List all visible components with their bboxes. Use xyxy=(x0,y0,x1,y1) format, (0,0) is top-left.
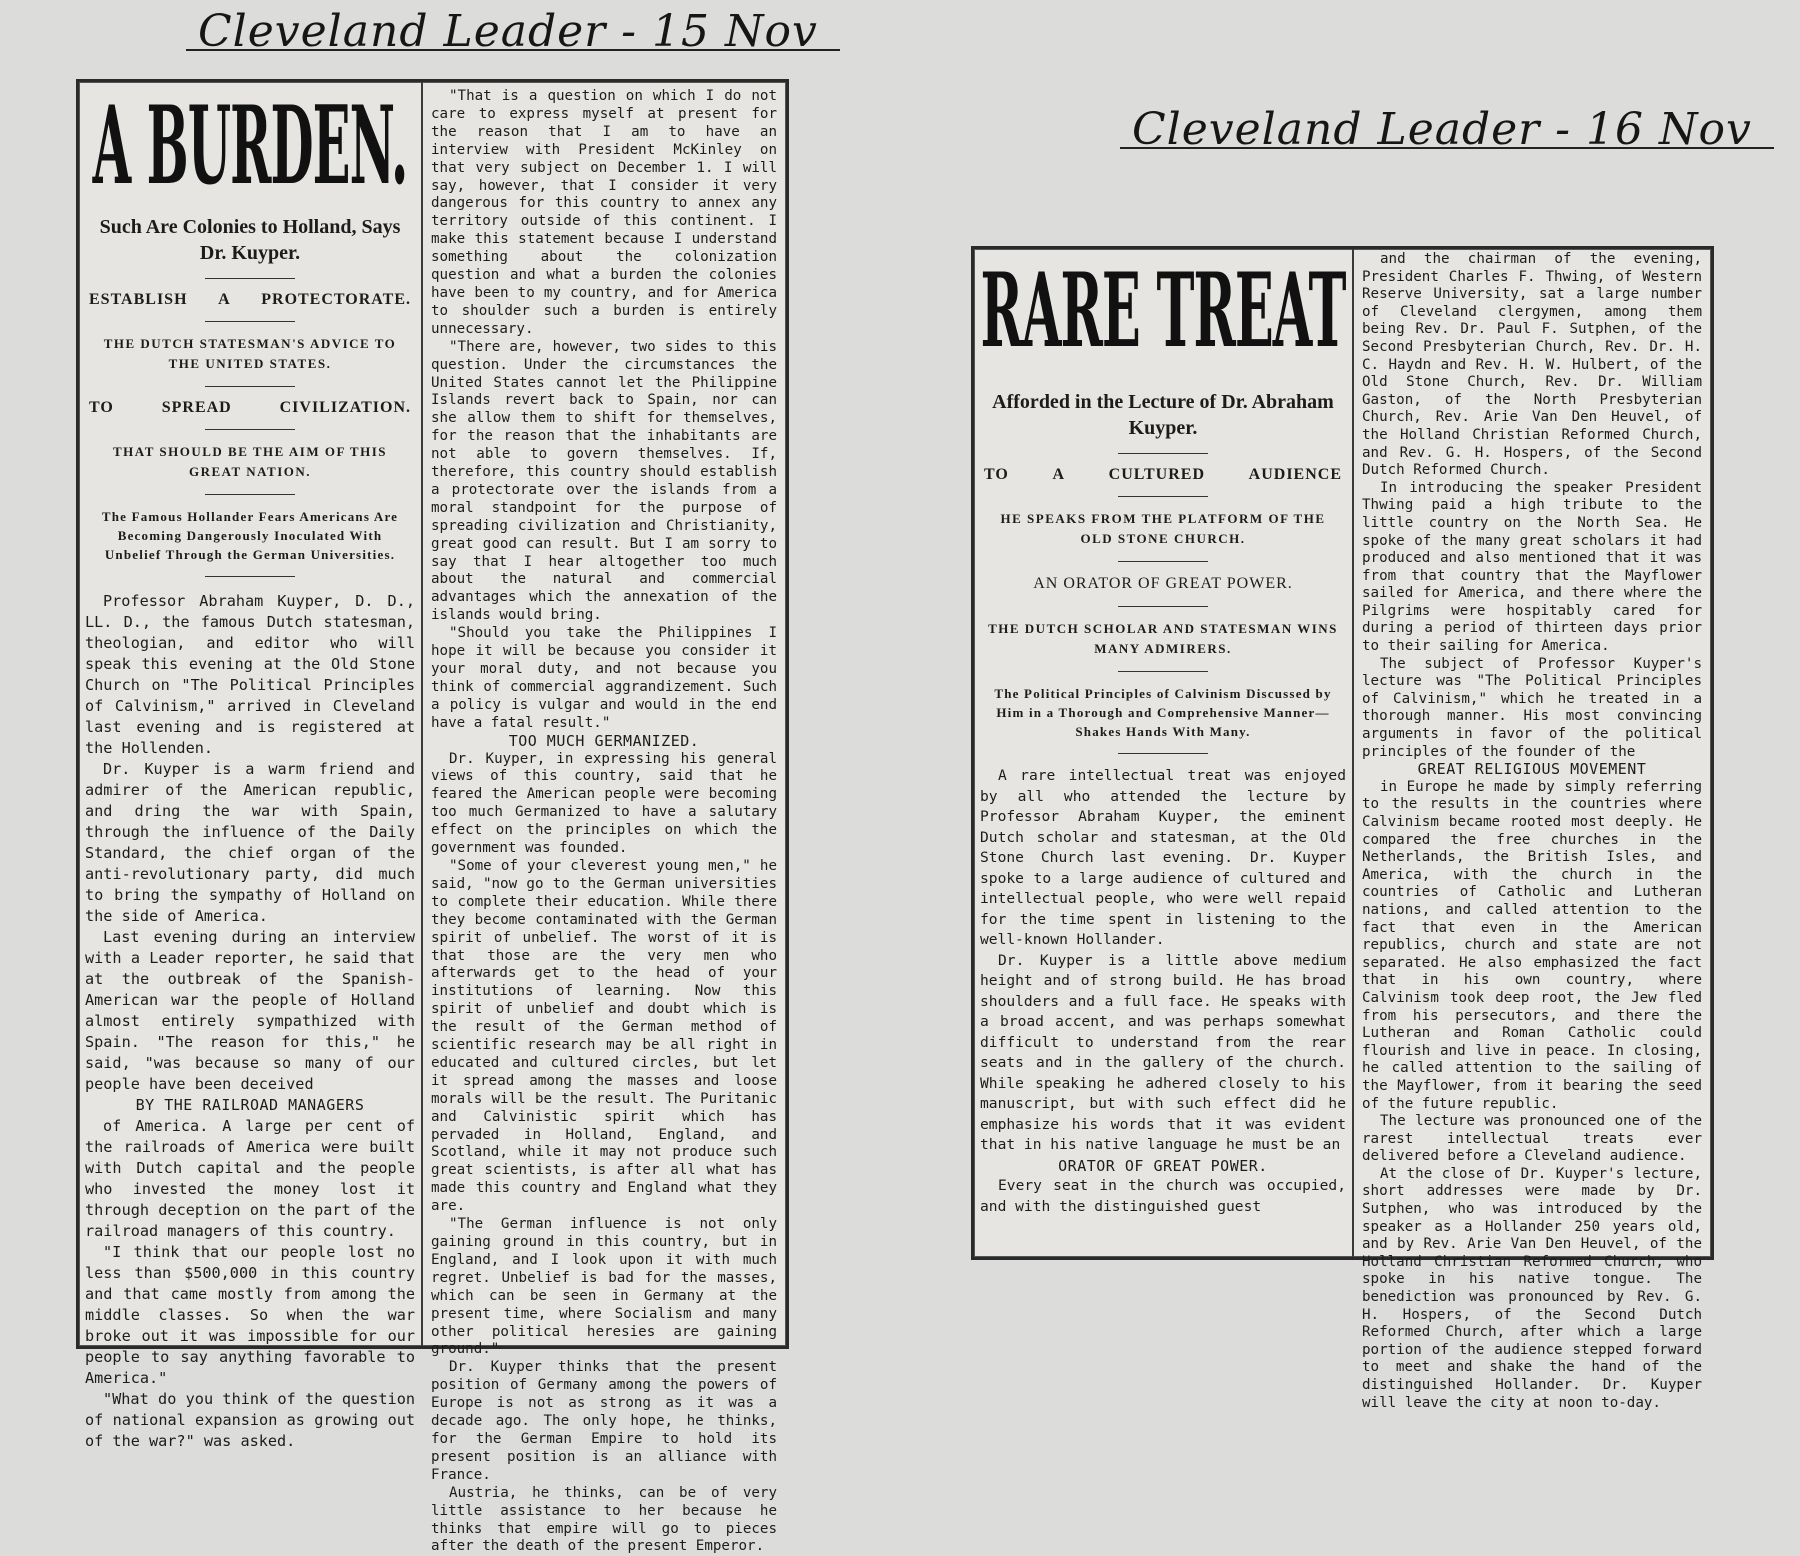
headline: RARE TREAT xyxy=(980,251,1346,371)
handwritten-annotation-right: Cleveland Leader - 16 Nov xyxy=(1132,104,1752,155)
deck-establish-protectorate: ESTABLISH A PROTECTORATE. xyxy=(89,291,411,308)
divider xyxy=(1118,453,1208,454)
deck-wins-admirers: THE DUTCH SCHOLAR AND STATESMAN WINS MANY ADMIRERS. xyxy=(988,621,1338,656)
divider xyxy=(1118,606,1208,607)
paragraph: Dr. Kuyper, in expressing his general views of this country, said that he feared the American people were becoming too much Germanized to have a salutary effect on the principles on which the government was founded. xyxy=(431,750,777,857)
paragraph: A rare intellectual treat was enjoyed by all who attended the lecture by Professor Abraham Kuyper, the eminent Dutch scholar and statesman, at the Old Stone Church last evening. Dr. Kuyper spoke to a large audience of cultured and intellectual people, who were well repaid for the time spent in listening to the well-known Hollander. xyxy=(980,767,1346,948)
divider xyxy=(1118,496,1208,497)
paragraph: Last evening during an interview with a Leader reporter, he said that at the outbreak of the Spanish-American war the people of Holland almost entirely sympathized with Spain. "The reason for this," he said, "was because so many of our people have been deceived xyxy=(85,928,415,1093)
deck-speaks-from-platform: HE SPEAKS FROM THE PLATFORM OF THE OLD STONE CHURCH. xyxy=(1000,511,1326,546)
paragraph: The lecture was pronounced one of the rarest intellectual treats ever delivered before a Cleveland audience. xyxy=(1362,1113,1702,1165)
paragraph: "What do you think of the question of national expansion as growing out of the war?" was asked. xyxy=(85,1390,415,1450)
article-body-col1 xyxy=(980,766,1346,1217)
crosshead: ORATOR OF GREAT POWER. xyxy=(1058,1156,1268,1175)
deck-orator-great-power: AN ORATOR OF GREAT POWER. xyxy=(1033,575,1293,592)
clipping-right-column-2 xyxy=(1356,249,1708,1411)
paragraph: In introducing the speaker President Thwing paid a high tribute to the little country on the North Sea. He spoke of the many great scholars it had produced and also mentioned that it was from that country that the Mayflower sailed for America, and there where the Pilgrims were hospitably cared for during a period of thirteen days prior to their sailing for America. xyxy=(1362,479,1702,655)
paragraph: "Should you take the Philippines I hope it will be because you consider it your moral duty, and not because you think of commercial aggrandizement. Such a policy is vulgar and would in the end have a fatal result." xyxy=(431,625,777,731)
deck-cultured-audience: TO A CULTURED AUDIENCE xyxy=(984,466,1342,483)
deck-aim-of-nation: THAT SHOULD BE THE AIM OF THIS GREAT NATION. xyxy=(112,444,387,479)
paragraph: The subject of Professor Kuyper's lecture was "The Political Principles of Calvinism," which he treated in a thorough manner. His most convincing arguments in favor of the political principles of the founder of the xyxy=(1362,655,1702,760)
paragraph: Dr. Kuyper is a little above medium height and of strong build. He has broad shoulders and a full face. He speaks with a broad accent, and was perhaps somewhat difficult to understand from the rear seats and in the gallery of the church. While speaking he adhered closely to his manuscript, but with such effect did he emphasize his words that it was evident that in his native language he must be an xyxy=(980,951,1346,1153)
clipping-a-burden xyxy=(76,79,789,1555)
divider xyxy=(1118,671,1208,672)
paragraph: Austria, he thinks, can be of very little assistance to her because he thinks that empire will go to pieces after the death of the present Emperor. xyxy=(431,1484,777,1555)
paragraph: in Europe he made by simply referring to the results in the countries where Calvinism became rooted most deeply. He compared the free churches in the Netherlands, the British Isles, and America, with the church in the countries of Catholic and Lutheran nations, and called attention to the fact that even in the American republics, church and state are not separated. He also emphasized the fact that in his own country, where Calvinism took deep root, the Jew fled from his persecutors, and there the Lutheran and Roman Catholic could flourish and live in peace. In closing, he called attention to the sailing of the Mayflower, from it bearing the seed of the future republic. xyxy=(1362,778,1702,1112)
deck-political-principles: The Political Principles of Calvinism Discussed by Him in a Thorough and Comprehensive Manner—Shakes Hands With Many. xyxy=(994,686,1332,739)
handwritten-annotation-left: Cleveland Leader - 15 Nov xyxy=(198,6,818,57)
paragraph: "I think that our people lost no less than $500,000 in this country and that came mostly from among the middle classes. So when the war broke out it was impossible for our people to say anything favorable to America." xyxy=(85,1243,415,1387)
divider xyxy=(205,321,295,322)
article-body-col1 xyxy=(85,591,415,1452)
clipping-right-column-1 xyxy=(974,249,1352,1257)
article-body-col2 xyxy=(431,88,777,1556)
divider xyxy=(1118,561,1208,562)
paragraph: and the chairman of the evening, President Charles F. Thwing, of Western Reserve University, sat a large number of Cleveland clergymen, among them being Rev. Dr. Paul F. Sutphen, of the Second Presbyterian Church, Rev. Dr. H. C. Haydn and Rev. H. W. Hulbert, of the Old Stone Church, Rev. Dr. William Gaston, of the North Presbyterian Church, Rev. Arie Van Den Heuvel, of the Holland Christian Reformed Church, and Rev. G. H. Hospers, of the Second Dutch Reformed Church. xyxy=(1362,251,1702,479)
column-rule xyxy=(421,82,423,1346)
paragraph: "The German influence is not only gaining ground in this country, but in England, and I look upon it with much regret. Unbelief is bad for the masses, which can be seen in Germany at the present time, where Socialism and many other political heresies are gaining ground." xyxy=(431,1216,777,1358)
clipping-rare-treat xyxy=(971,246,1714,1411)
clipping-left-column-2 xyxy=(425,82,783,1555)
paragraph: Professor Abraham Kuyper, D. D., LL. D., the famous Dutch statesman, theologian, and editor who will speak this evening at the Old Stone Church on "The Political Principles of Calvinism," arrived in Cleveland last evening and is registered at the Hollenden. xyxy=(85,592,415,757)
divider xyxy=(205,278,295,279)
deck-spread-civilization: TO SPREAD CIVILIZATION. xyxy=(89,399,411,416)
paragraph: Every seat in the church was occupied, and with the distinguished guest xyxy=(980,1177,1346,1215)
column-rule xyxy=(1352,249,1354,1257)
divider xyxy=(205,429,295,430)
paragraph: "That is a question on which I do not care to express myself at present for the reason that I am to have an interview with President McKinley on that very subject on December 1. I will say, however, that I consider it very dangerous for this country to annex any territory outside of this continent. I make this statement because I understand something about the colonization question and what a burden the colonies have been to my country, and for America to shoulder such a burden is entirely unnecessary. xyxy=(431,88,777,337)
headline: A BURDEN. xyxy=(92,83,408,209)
article-body-col2 xyxy=(1362,251,1702,1412)
paragraph: Dr. Kuyper is a warm friend and admirer of the American republic, and dring the war with Spain, through the influence of the Daily Standard, the chief organ of the anti-revolutionary party, did much to bring the sympathy of Holland on the side of America. xyxy=(85,760,415,925)
crosshead: BY THE RAILROAD MANAGERS xyxy=(135,1096,365,1114)
deck-famous-hollander: The Famous Hollander Fears Americans Are Becoming Dangerously Inoculated With Unbelief Through the German Universities. xyxy=(101,509,399,562)
paragraph: At the close of Dr. Kuyper's lecture, short addresses were made by Dr. Sutphen, who was introduced by the speaker as a Hollander 250 years old, and by Rev. Arie Van Den Heuvel, of the Holland Christian Reformed Church, who spoke in his native tongue. The benediction was pronounced by Rev. G. H. Hospers, of the Second Dutch Reformed Church, after which a large portion of the audience stepped forward to meet and shake the hand of the distinguished Hollander. Dr. Kuyper will leave the city at noon to-day. xyxy=(1362,1165,1702,1411)
paragraph: Dr. Kuyper thinks that the present position of Germany among the powers of Europe is not as strong as it was a decade ago. The only hope, he thinks, for the German Empire to hold its present position is an alliance with France. xyxy=(431,1359,777,1483)
deck-dutch-statesman-advice: THE DUTCH STATESMAN'S ADVICE TO THE UNITED STATES. xyxy=(103,336,397,371)
subheadline: Such Are Colonies to Holland, Says Dr. Kuyper. xyxy=(99,216,401,264)
divider xyxy=(205,386,295,387)
paragraph: of America. A large per cent of the railroads of America were built with Dutch capital and the people who invested the money lost it through deception on the part of the railroad managers of this country. xyxy=(85,1117,415,1240)
paragraph: "Some of your cleverest young men," he said, "now go to the German universities to complete their education. While there they become contaminated with the German spirit of unbelief. The worst of it is that those are the very men who afterwards get to the head of your institutions of learning. Now this spirit of unbelief and doubt which is the result of the German method of scientific research may be all right in educated and cultured circles, but let it spread among the masses and loose morals will be the result. The Puritanic and Calvinistic spirit which has pervaded in Holland, England, and Scotland, while it may not produce such great scientists, is after all what has made this country and England what they are. xyxy=(431,857,777,1215)
crosshead: TOO MUCH GERMANIZED. xyxy=(508,731,700,750)
divider xyxy=(205,494,295,495)
divider xyxy=(1118,753,1208,754)
paragraph: "There are, however, two sides to this question. Under the circumstances the United States cannot let the Philippine Islands revert back to Spain, nor can she allow them to shift for themselves, for the reason that the inhabitants are not able to govern themselves. If, therefore, this country should establish a protectorate over the islands from a moral standpoint for the purpose of spreading civilization and Christianity, great good can result. But I am sorry to say that I hear altogether too much about the natural and commercial advantages which the annexation of the islands would bring. xyxy=(431,338,777,624)
divider xyxy=(205,576,295,577)
clipping-left-column-1 xyxy=(79,82,421,1450)
subheadline: Afforded in the Lecture of Dr. Abraham Kuyper. xyxy=(992,391,1334,439)
crosshead: GREAT RELIGIOUS MOVEMENT xyxy=(1417,760,1647,779)
